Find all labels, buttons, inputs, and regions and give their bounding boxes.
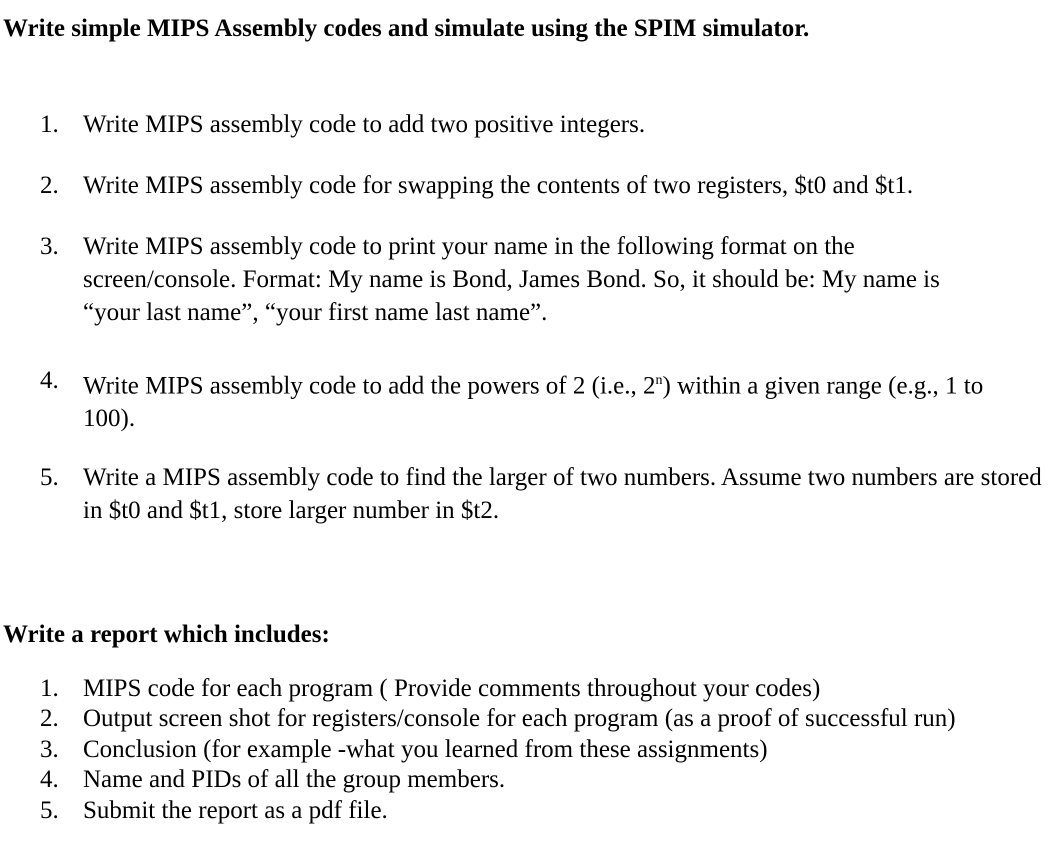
task-text-before: Write MIPS assembly code to add the powers of 2 (i.e., 2 (83, 372, 656, 400)
task-text: Write MIPS assembly code for swapping the contents of two registers, $t0 and $t1. (83, 172, 914, 199)
task-text (83, 364, 1033, 435)
report-item-1 (40, 674, 820, 704)
task-item-4 (40, 364, 1059, 435)
task-number: 4. (40, 367, 59, 394)
task-item-2 (40, 169, 1059, 202)
report-item-text: Conclusion (for example -what you learned from these assignments) (83, 736, 768, 763)
task-text: Write a MIPS assembly code to find the larger of two numbers. Assume two numbers are stored in $t0 and $t1, store larger number in $t2. (83, 464, 1042, 524)
report-item-text: Name and PIDs of all the group members. (83, 766, 506, 793)
task-text: Write MIPS assembly code to print your name in the following format on the screen/console. Format: My name is Bond, James Bond. So, it should be: My name is “your last name”, “your first name last name”. (83, 233, 940, 326)
task-item-5 (40, 461, 1059, 527)
task-number: 2. (40, 172, 59, 199)
report-item-number: 1. (40, 675, 59, 702)
report-item-number: 2. (40, 705, 59, 732)
report-item-text: Output screen shot for registers/console for each program (as a proof of successful run) (83, 705, 956, 732)
task-item-1 (40, 108, 1059, 141)
task-superscript: n (655, 373, 663, 388)
task-text-after: ) within a given range (e.g., 1 to 100). (83, 372, 984, 433)
report-item-3 (40, 735, 768, 765)
report-item-text: MIPS code for each program ( Provide comments throughout your codes) (83, 675, 821, 702)
report-heading: Write a report which includes: (3, 621, 330, 648)
report-item-4 (40, 765, 505, 795)
task-item-3 (40, 230, 1059, 329)
report-item-number: 4. (40, 766, 59, 793)
report-item-2 (40, 704, 956, 734)
report-item-number: 5. (40, 797, 59, 824)
task-number: 1. (40, 111, 59, 138)
task-text: Write MIPS assembly code to add two positive integers. (83, 111, 646, 138)
page-title: Write simple MIPS Assembly codes and simulate using the SPIM simulator. (3, 15, 810, 42)
report-item-5 (40, 796, 388, 826)
report-item-number: 3. (40, 736, 59, 763)
task-number: 3. (40, 233, 59, 260)
task-number: 5. (40, 464, 59, 491)
report-item-text: Submit the report as a pdf file. (83, 797, 388, 824)
